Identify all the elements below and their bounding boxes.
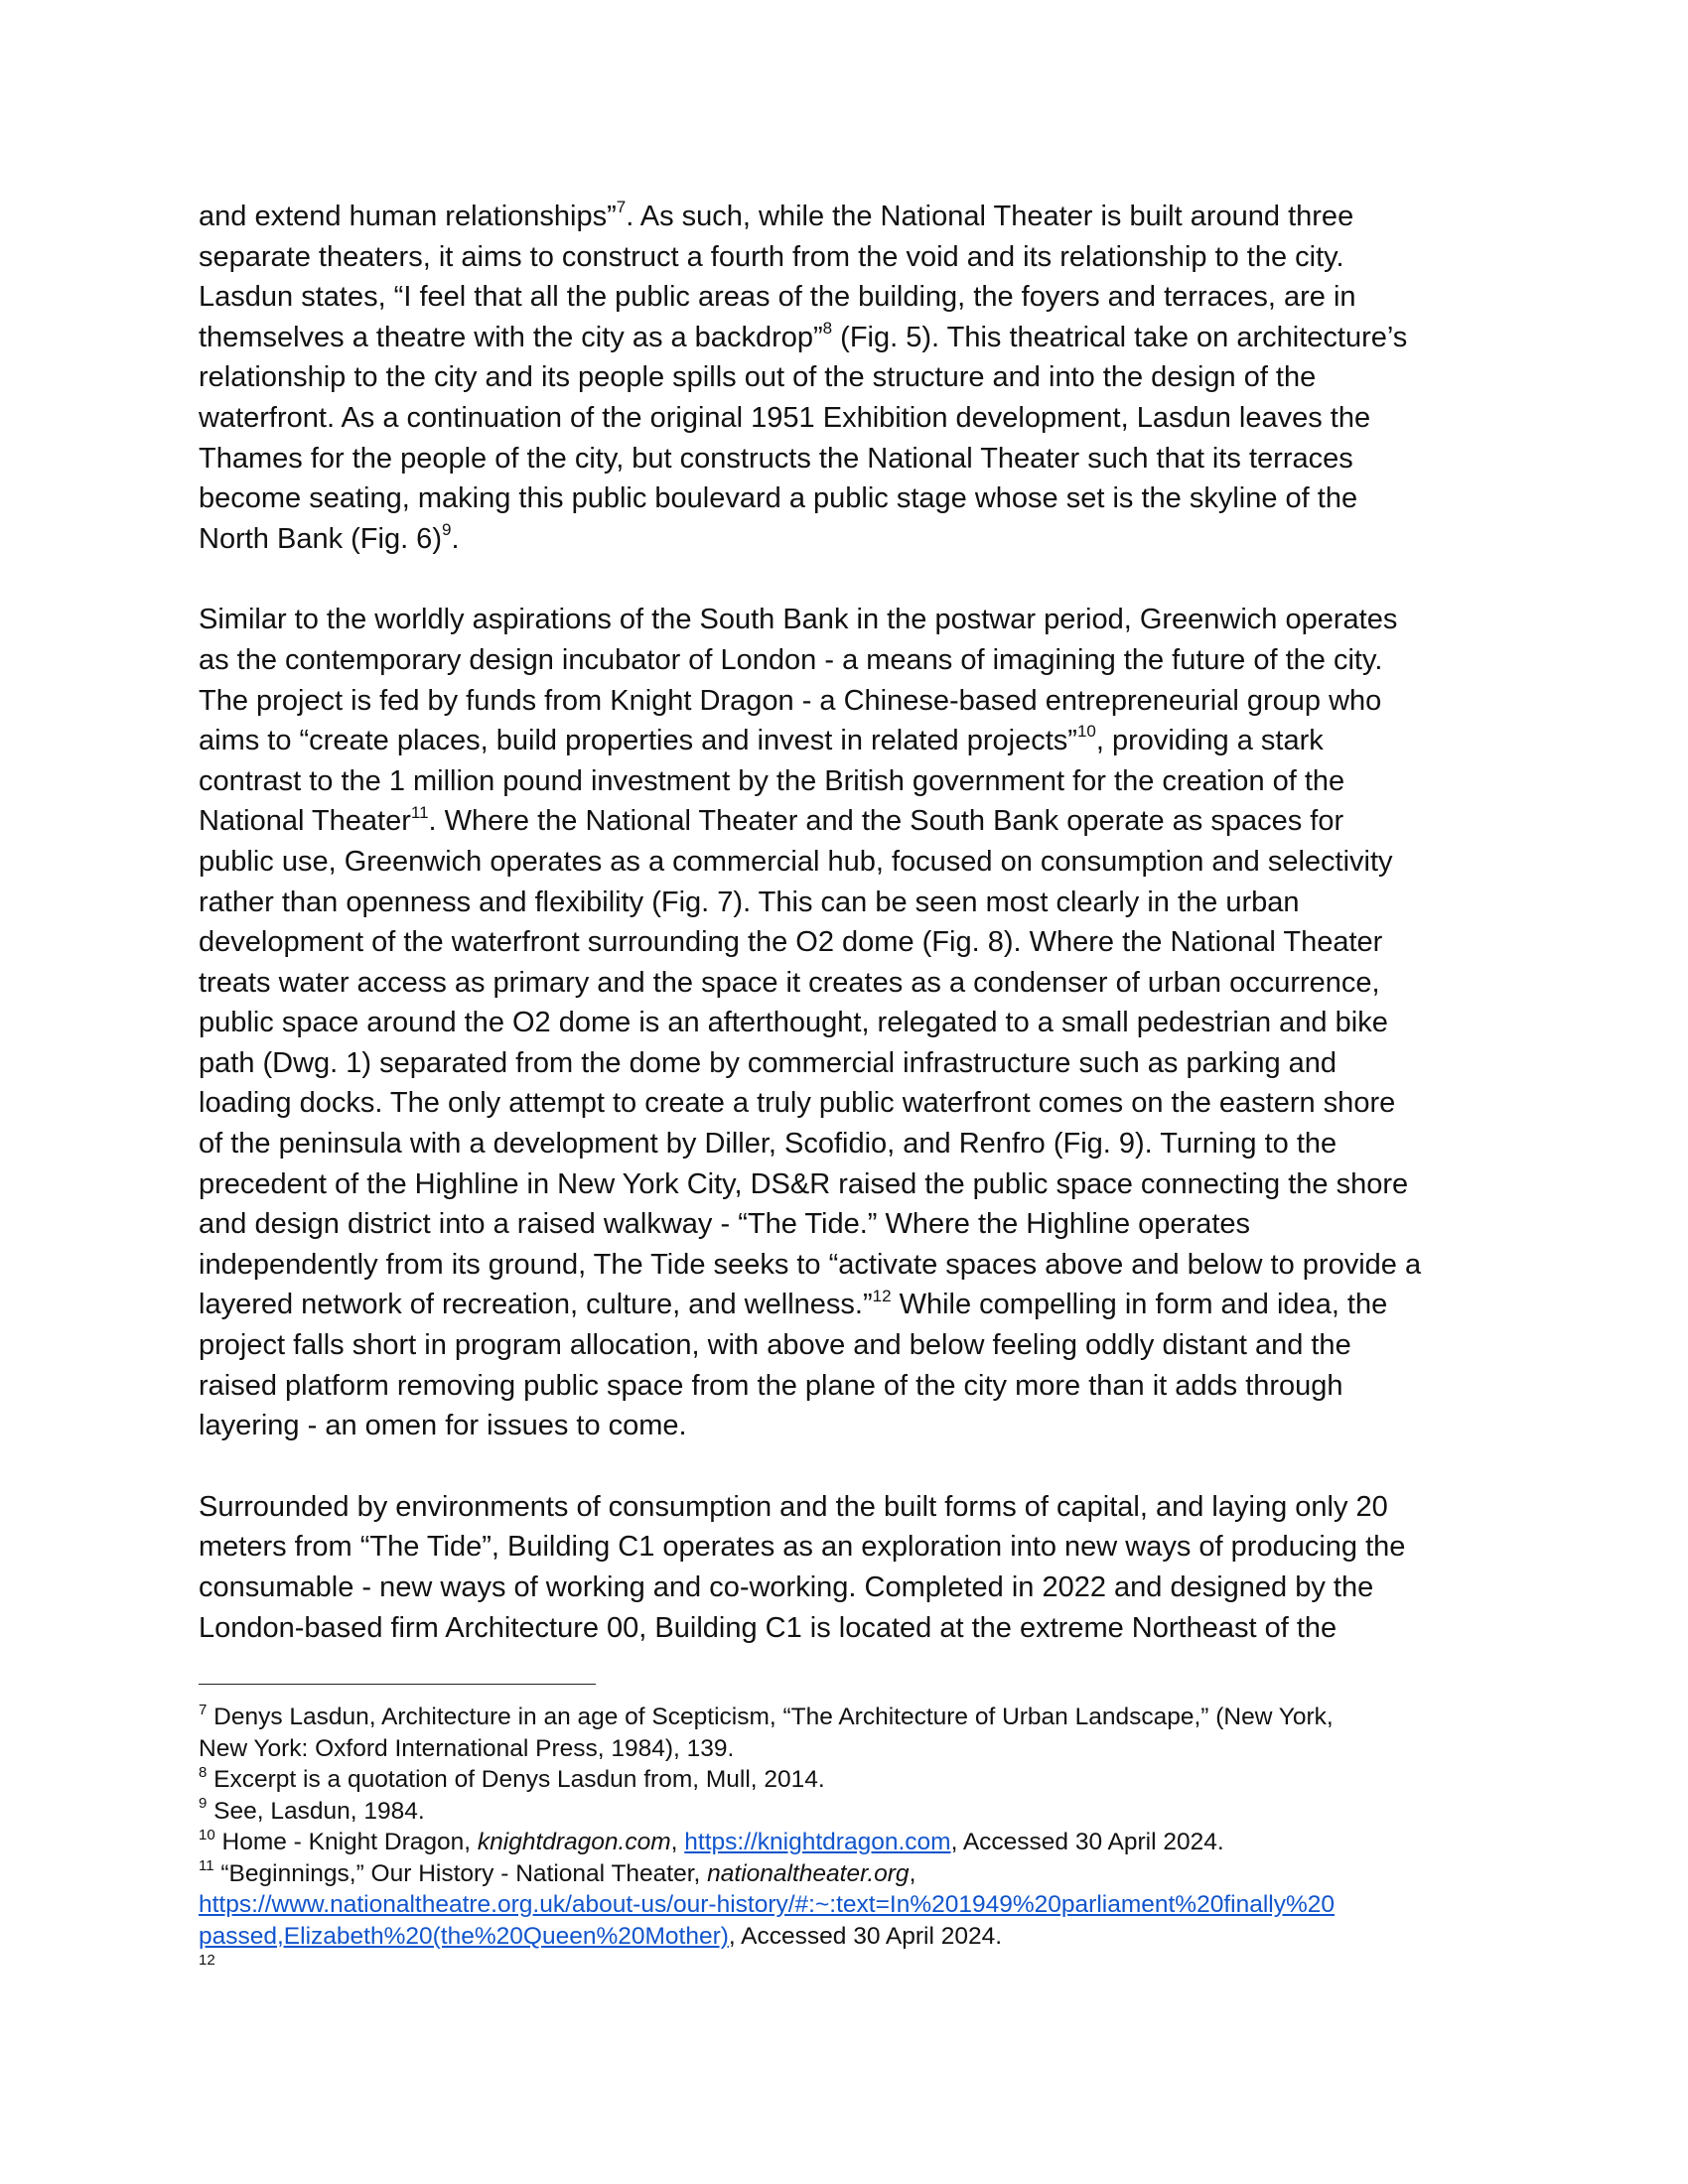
footnote-11-link-continued[interactable]: passed,Elizabeth%20(the%20Queen%20Mother) (199, 1922, 729, 1950)
footnote-reference: 8 (822, 319, 833, 339)
text-line (199, 1608, 1499, 1649)
text-run: aims to “create places, build properties and invest in related projects” (199, 725, 1077, 757)
text-run: (Fig. 5). This theatrical take on architecture’s (832, 321, 1408, 353)
text-run: public space around the O2 dome is an afterthought, relegated to a small pedestrian and bike (199, 1007, 1388, 1039)
text-run: The project is fed by funds from Knight Dragon - a Chinese-based entrepreneurial group who (199, 684, 1382, 717)
text-line (199, 1285, 1499, 1325)
text-line (199, 761, 1499, 802)
footnote-8: $^8$ Excerpt is a quotation of Denys Lasdun from, Mull, 2014. (199, 1763, 825, 1793)
text-run: While compelling in form and idea, the (891, 1289, 1388, 1321)
footnote-11-site: nationaltheater.org (707, 1859, 910, 1887)
text-run: consumable - new ways of working and co-working. Completed in 2022 and designed by the (199, 1571, 1374, 1603)
paragraph (199, 600, 1499, 1445)
footnote-10-site: knightdragon.com (477, 1829, 671, 1855)
text-line (199, 478, 1499, 519)
footnote-11-link[interactable]: https://www.nationaltheatre.org.uk/about-us/our-history/#:~:text=In%201949%20parliament%20finally%20 (199, 1891, 1336, 1918)
text-run: development of the waterfront surrounding the O2 dome (Fig. 8). Where the National Theater (199, 926, 1383, 959)
text-line (199, 1043, 1499, 1084)
text-line (199, 883, 1499, 923)
text-line (199, 1568, 1499, 1608)
text-run: . Where the National Theater and the South Bank operate as spaces for (428, 805, 1344, 838)
footnote-10: $^{10}$ Home - Knight Dragon, knightdragon.com, https://knightdragon.com, Accessed 30 April 2024. (199, 1826, 1224, 1855)
footnote-reference: 11 (410, 802, 429, 822)
footnote-7-number: 7 (199, 1701, 208, 1718)
footnote-11-link-line-1[interactable] (199, 1889, 1499, 1921)
text-line (199, 357, 1499, 398)
text-line (199, 519, 1499, 560)
text-line (199, 398, 1499, 439)
text-line (199, 1204, 1499, 1245)
text-run: North Bank (Fig. 6) (199, 522, 442, 555)
text-run: Thames for the people of the city, but constructs the National Theater such that its terraces (199, 442, 1353, 475)
text-line (199, 318, 1499, 358)
text-line (199, 1366, 1499, 1407)
footnote-reference: 12 (872, 1286, 892, 1305)
text-run: contrast to the 1 million pound investment by the British government for the creation of the (199, 764, 1345, 797)
text-line (199, 922, 1499, 963)
text-run: meters from “The Tide”, Building C1 operates as an exploration into new ways of producing the (199, 1531, 1406, 1564)
text-line (199, 1003, 1499, 1043)
text-run: layered network of recreation, culture, and wellness.” (199, 1289, 873, 1321)
text-line (199, 842, 1499, 883)
text-run: loading docks. The only attempt to create a truly public waterfront comes on the eastern shore (199, 1087, 1396, 1120)
body-text (199, 197, 1499, 1648)
text-run: become seating, making this public boulevard a public stage whose set is the skyline of the (199, 482, 1358, 515)
text-line (199, 721, 1499, 761)
text-line (199, 640, 1499, 681)
text-line (199, 801, 1499, 842)
text-run: and extend human relationships” (199, 201, 617, 232)
text-run: of the peninsula with a development by Diller, Scofidio, and Renfro (Fig. 9). Turning to the (199, 1128, 1337, 1160)
text-run: public use, Greenwich operates as a commercial hub, focused on consumption and selectivity (199, 845, 1393, 878)
text-run: waterfront. As a continuation of the original 1951 Exhibition development, Lasdun leaves the (199, 401, 1371, 434)
footnote-11-link-line-2: passed,Elizabeth%20(the%20Queen%20Mother), Accessed 30 April 2024. (199, 1922, 1003, 1950)
text-line (199, 681, 1499, 722)
paragraph (199, 197, 1499, 559)
text-line (199, 439, 1499, 479)
text-line (199, 600, 1499, 640)
text-line (199, 1487, 1499, 1528)
text-run: Lasdun states, “I feel that all the public areas of the building, the foyers and terraces, are in (199, 281, 1356, 314)
text-line (199, 1325, 1499, 1366)
text-run: relationship to the city and its people spills out of the structure and into the design of the (199, 361, 1317, 394)
text-line (199, 1083, 1499, 1124)
text-run: independently from its ground, The Tide seeks to “activate spaces above and below to provide a (199, 1248, 1422, 1281)
text-run: raised platform removing public space from the plane of the city more than it adds through (199, 1369, 1343, 1402)
footnote-8-number: 8 (199, 1763, 208, 1781)
text-run: precedent of the Highline in New York City, DS&R raised the public space connecting the shore (199, 1167, 1409, 1200)
text-line (199, 197, 1499, 237)
text-run: National Theater (199, 805, 411, 838)
footnote-10-number: 10 (199, 1826, 215, 1843)
footnote-9: $^9$ See, Lasdun, 1984. (199, 1795, 425, 1825)
text-run: , providing a stark (1095, 725, 1324, 757)
text-run: themselves a theatre with the city as a backdrop” (199, 321, 823, 353)
text-line (199, 1527, 1499, 1568)
text-run: path (Dwg. 1) separated from the dome by commercial infrastructure such as parking and (199, 1046, 1337, 1079)
footnote-7-continued: New York: Oxford International Press, 1984), 139. (199, 1734, 735, 1762)
footnote-10-link[interactable]: https://knightdragon.com (684, 1829, 951, 1855)
text-line (199, 1406, 1499, 1446)
text-line (199, 277, 1499, 318)
text-run: and design district into a raised walkway - “The Tide.” Where the Highline operates (199, 1208, 1251, 1241)
footnote-7: $^7$ Denys Lasdun, Architecture in an age of Scepticism, “The Architecture of Urban Landscape,” (New York, (199, 1701, 1334, 1730)
footnotes (199, 1702, 1499, 1970)
text-run: treats water access as primary and the space it creates as a condenser of urban occurrence, (199, 966, 1380, 999)
text-run: separate theaters, it aims to construct a fourth from the void and its relationship to the city. (199, 240, 1344, 273)
text-run: London-based firm Architecture 00, Building C1 is located at the extreme Northeast of the (199, 1611, 1337, 1644)
text-run: . As such, while the National Theater is built around three (626, 201, 1354, 232)
text-run: rather than openness and flexibility (Fig. 7). This can be seen most clearly in the urban (199, 886, 1300, 918)
footnote-11: $^{11}$ “Beginnings,” Our History - National Theater, nationaltheater.org, (199, 1857, 916, 1887)
text-run: layering - an omen for issues to come. (199, 1410, 687, 1442)
text-line (199, 1245, 1499, 1286)
text-line (199, 963, 1499, 1004)
text-run: as the contemporary design incubator of London - a means of imagining the future of the city. (199, 643, 1383, 676)
paragraph (199, 1487, 1499, 1648)
footnote-12-number: 12 (199, 1952, 215, 1969)
footnote-11-number: 11 (199, 1857, 214, 1875)
text-line (199, 1164, 1499, 1205)
footnote-9-number: 9 (199, 1795, 208, 1813)
text-line (199, 237, 1499, 278)
footnote-reference: 7 (616, 198, 627, 217)
footnote-separator (199, 1684, 596, 1685)
text-run: project falls short in program allocation, with above and below feeling oddly distant and the (199, 1329, 1351, 1362)
text-line (199, 1124, 1499, 1164)
text-run: Surrounded by environments of consumption and the built forms of capital, and laying only 20 (199, 1490, 1388, 1523)
footnote-reference: 9 (441, 520, 452, 540)
text-run: Similar to the worldly aspirations of the South Bank in the postwar period, Greenwich operates (199, 604, 1398, 636)
text-run: . (451, 522, 460, 555)
footnote-reference: 10 (1076, 722, 1096, 742)
